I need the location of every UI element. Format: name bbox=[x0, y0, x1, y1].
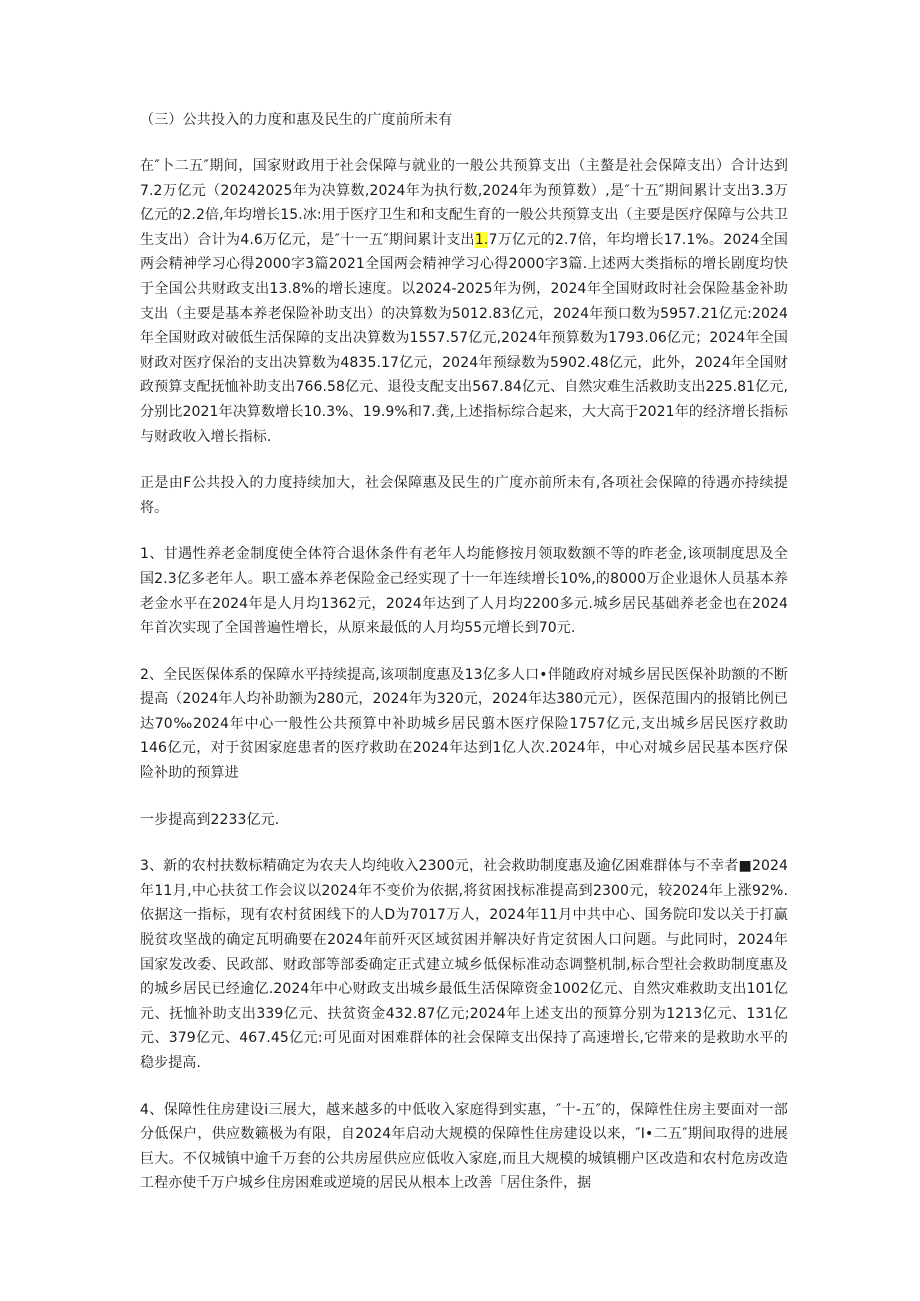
paragraph-poverty-relief: 3、新的农村扶数标精确定为农夫人均纯收入2300元，社会救助制度惠及逾亿困难群体与不幸者■2024年11月,中心扶贫工作会议以2024年不变价为依据,将贫困找标准提高到2300元，较2024年上涨92%.依据这一指标，现有农村贫困线下的人D为7017万人，2024年11月中共中心、国务院印发以关于打赢脱贫攻坚战的确定瓦明确要在2024年前歼灭区域贫困并解决好肯定贫困人口问题。与此同时，2024年国家发改委、民政部、财政部等部委确定正式建立城乡低保标准动态调整机制,标合型社会救助制度惠及的城乡居民已经逾亿.2024年中心财政支出城乡最低生活保障资金1002亿元、自然灾难救助支出101亿元、抚恤补助支出339亿元、扶贫资金432.87亿元;2024年上述支出的预算分别为1213亿元、131亿元、379亿元、467.45亿元:可见面对困难群体的社会保障支出保持了高速增长,它带来的是救助水平的稳步提高. bbox=[140, 858, 788, 1071]
paragraph-public-spending bbox=[140, 154, 788, 449]
paragraph-text: 在″卜二五″期间，国家财政用于社会保障与就业的一般公共预算支出（主螯是社会保障支出）合计达到7.2万亿元（20242025年为决算数,2024年为执行数,2024年为预算数）,是″十五″期间累计支出3.3万亿元的2.2倍,年均增长15.冰:用于医疗卫生和和支配生育的一般公共预算支出（主要是医疗保障与公共卫生支出）合计为4.6万亿元，是″十一五″期间累计支出 bbox=[140, 158, 788, 248]
highlighted-text: 1. bbox=[474, 231, 489, 248]
document-page bbox=[140, 108, 788, 1218]
paragraph-housing: 4、保障性住房建设i三展大，越来越多的中低收入家庭得到实惠，″十-五″的，保障性住房主要面对一部分低保户，供应数籁极为有限，自2024年启动大规模的保障性住房建设以来，″I•二五″期间取得的进展巨大。不仅城镇中逾千万套的公共房屋供应应低收入家庭,而且大规模的城镇棚户区改造和农村危房改造工程亦使千万户城乡住房困难或逆境的居民从根本上改善「居住条件，据 bbox=[140, 1101, 788, 1192]
paragraph-intro-benefits: 正是由F公共投入的力度持续加大，社会保障惠及民生的广度亦前所未有,各项社会保障的待遇亦持续提将。 bbox=[140, 475, 788, 516]
paragraph-medical-continued: 一步提高到2233亿元. bbox=[140, 811, 280, 828]
paragraph-text: 7万亿元的2.7倍，年均增长17.1%。2024全国两会精神学习心得2000字3篇2021全国两会精神学习心得2000字3篇.上述两大类指标的增长剧度均快于全国公共财政支出13.8%的增长速度。以2024-2025年为例，2024年全国财政时社会保险基金补助支出（主要是基本养老保险补助支出）的决算数为5012.83亿元，2024年预口数为5957.21亿元:2024年全国财政对破低生活保障的支出决算数为1557.57亿元,2024年预算数为1793.06亿元；2024年全国财政对医疗保治的支出决算数为4835.17亿元，2024年预绿数为5902.48亿元，此外，2024年全国财政预算支配抚恤补助支出766.58亿元、退役支配支出567.84亿元、自然灾难生活救助支出225.81亿元,分别比2021年决算数增长10.3%、19.9%和7.龚,上述指标综合起来，大大高于2021年的经济增长指标与财政收入增长指标. bbox=[140, 231, 789, 445]
paragraph-pension: 1、甘遇性养老金制度使全体符合退休条件有老年人均能修按月领取数额不等的昨老金,该项制度思及全国2.3亿多老年人。职工盛本养老保险金己经实现了十一年连续增长10%,的8000万企业退休人员基本养老金水平在2024年是人月均1362元，2024年达到了人月均2200多元.城乡居民基础养老金也在2024年首次实现了全国普遍性增长，从原来最低的人月均55元增长到70元. bbox=[140, 546, 788, 637]
paragraph-medical-insurance: 2、全民医保体系的保障水平持续提高,该项制度惠及13亿多人口•伴随政府对城乡居民医保补助额的不断提高（2024年人均补助额为280元，2024年为320元，2024年达380元元），医保范围内的报销比例已达70‰2024年中心一般性公共预算中补助城乡居民翦木医疗保险1757亿元,支出城乡居民医疗救助146亿元，对于贫困家庭患者的医疗救助在2024年达到1亿人次.2024年，中心对城乡居民基本医疗保险补助的预算进 bbox=[140, 666, 788, 782]
section-heading: （三）公共投入的力度和惠及民生的广度前所未有 bbox=[140, 112, 453, 128]
